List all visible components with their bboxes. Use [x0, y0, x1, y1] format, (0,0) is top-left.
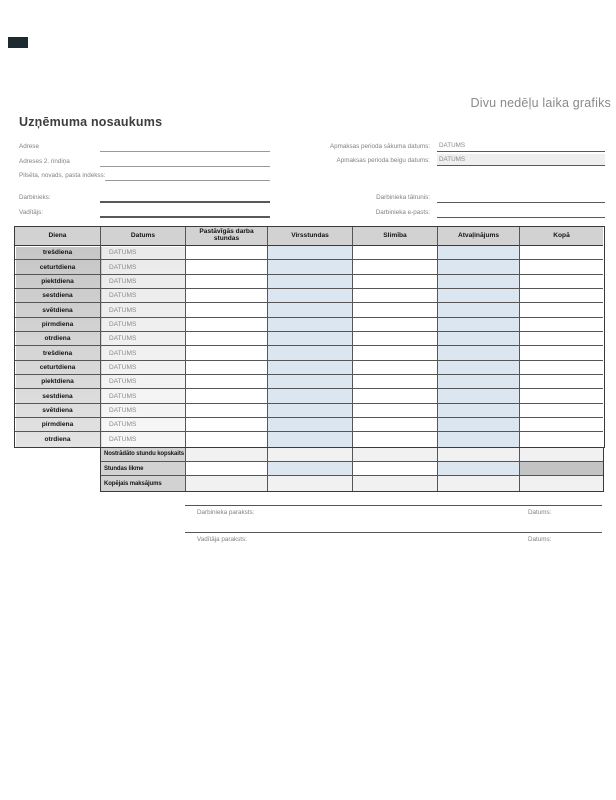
date-cell[interactable]: DATUMS: [101, 246, 186, 260]
period-end-label: Apmaksas perioda beigu datums:: [336, 156, 430, 164]
day-cell: otrdiena: [15, 332, 101, 346]
employee-signature-line[interactable]: [185, 505, 602, 506]
pay-sick-cell[interactable]: [353, 476, 438, 490]
sick-cell[interactable]: [353, 389, 438, 403]
regular-hours-cell[interactable]: [186, 275, 268, 289]
total-cell[interactable]: [520, 375, 603, 389]
total-hours-label: Nostrādāto stundu kopskaits: [101, 448, 186, 462]
total-cell[interactable]: [520, 318, 603, 332]
col-header-overtime: Virsstundas: [268, 227, 353, 246]
total-cell[interactable]: [520, 346, 603, 360]
email-field[interactable]: [437, 206, 605, 218]
sick-cell[interactable]: [353, 246, 438, 260]
date-cell[interactable]: DATUMS: [101, 361, 186, 375]
overtime-cell[interactable]: [268, 246, 353, 260]
vacation-cell[interactable]: [438, 346, 520, 360]
employee-label: Darbinieks:: [19, 193, 51, 201]
manager-label: Vadītājs:: [19, 208, 44, 216]
total-cell[interactable]: [520, 404, 603, 418]
form-row-period-start: [300, 140, 605, 152]
total-cell[interactable]: [520, 275, 603, 289]
col-header-date: Datums: [101, 227, 186, 246]
vacation-cell[interactable]: [438, 332, 520, 346]
regular-hours-cell[interactable]: [186, 389, 268, 403]
form-row-period-end: [300, 154, 605, 166]
regular-hours-cell[interactable]: [186, 260, 268, 274]
manager-signature-label: Vadītāja paraksts:: [197, 536, 247, 543]
form-row-address: [19, 141, 270, 152]
vacation-cell[interactable]: [438, 318, 520, 332]
total-cell[interactable]: [520, 389, 603, 403]
regular-hours-cell[interactable]: [186, 303, 268, 317]
overtime-cell[interactable]: [268, 418, 353, 432]
manager-signature-line[interactable]: [185, 532, 602, 533]
day-cell: trešdiena: [15, 246, 101, 260]
overtime-cell[interactable]: [268, 404, 353, 418]
email-label: Darbinieka e-pasts:: [375, 208, 430, 216]
day-cell: otrdiena: [15, 432, 101, 446]
total-cell[interactable]: [520, 332, 603, 346]
rate-overtime-cell[interactable]: [268, 462, 353, 476]
address-field[interactable]: [100, 140, 270, 152]
employee-field[interactable]: [100, 190, 270, 203]
period-start-label: Apmaksas perioda sākuma datums:: [329, 142, 430, 150]
phone-field[interactable]: [437, 191, 605, 203]
address2-field[interactable]: [100, 155, 270, 167]
overtime-cell[interactable]: [268, 361, 353, 375]
date-cell[interactable]: DATUMS: [101, 418, 186, 432]
period-start-field[interactable]: DATUMS: [437, 140, 605, 152]
sick-cell[interactable]: [353, 418, 438, 432]
date-cell[interactable]: DATUMS: [101, 404, 186, 418]
form-row-city: [19, 170, 270, 181]
employee-signature-date-label: Datums:: [528, 509, 552, 516]
date-cell[interactable]: DATUMS: [101, 432, 186, 446]
rate-regular-cell[interactable]: [186, 462, 268, 476]
timesheet-grid: [14, 226, 605, 448]
total-hours-total-cell[interactable]: [520, 448, 603, 462]
company-name: Uzņēmuma nosaukums: [19, 115, 163, 129]
day-cell: sestdiena: [15, 289, 101, 303]
regular-hours-cell[interactable]: [186, 404, 268, 418]
vacation-cell[interactable]: [438, 432, 520, 446]
pay-vacation-cell[interactable]: [438, 476, 520, 490]
overtime-cell[interactable]: [268, 318, 353, 332]
day-cell: ceturtdiena: [15, 361, 101, 375]
sick-cell[interactable]: [353, 260, 438, 274]
day-cell: trešdiena: [15, 346, 101, 360]
date-cell[interactable]: DATUMS: [101, 260, 186, 274]
date-cell[interactable]: DATUMS: [101, 318, 186, 332]
overtime-cell[interactable]: [268, 260, 353, 274]
day-cell: pirmdiena: [15, 318, 101, 332]
total-pay-label: Kopējais maksājums: [101, 476, 186, 490]
col-header-vacation: Atvaļinājums: [438, 227, 520, 246]
overtime-cell[interactable]: [268, 289, 353, 303]
sick-cell[interactable]: [353, 375, 438, 389]
manager-signature-date-label: Datums:: [528, 536, 552, 543]
total-hours-sick-cell[interactable]: [353, 448, 438, 462]
vacation-cell[interactable]: [438, 361, 520, 375]
rate-vacation-cell[interactable]: [438, 462, 520, 476]
total-cell[interactable]: [520, 260, 603, 274]
address-label: Adrese: [19, 142, 39, 150]
city-label: Pilsēta, novads, pasta indekss:: [19, 171, 106, 179]
sick-cell[interactable]: [353, 318, 438, 332]
regular-hours-cell[interactable]: [186, 346, 268, 360]
col-header-regular-hours: Pastāvīgās darba stundas: [186, 227, 268, 246]
day-cell: piektdiena: [15, 275, 101, 289]
regular-hours-cell[interactable]: [186, 332, 268, 346]
regular-hours-cell[interactable]: [186, 246, 268, 260]
rate-sick-cell[interactable]: [353, 462, 438, 476]
total-cell[interactable]: [520, 361, 603, 375]
overtime-cell[interactable]: [268, 275, 353, 289]
timesheet-table: [14, 226, 605, 492]
form-row-phone: [300, 191, 605, 203]
total-hours-vacation-cell[interactable]: [438, 448, 520, 462]
regular-hours-cell[interactable]: [186, 289, 268, 303]
vacation-cell[interactable]: [438, 418, 520, 432]
vacation-cell[interactable]: [438, 260, 520, 274]
employee-signature-label: Darbinieka paraksts:: [197, 509, 255, 516]
date-cell[interactable]: DATUMS: [101, 346, 186, 360]
date-cell[interactable]: DATUMS: [101, 275, 186, 289]
col-header-day: Diena: [15, 227, 101, 246]
rate-total-cell[interactable]: [520, 462, 603, 476]
pay-overtime-cell[interactable]: [268, 476, 353, 490]
total-cell[interactable]: [520, 303, 603, 317]
city-field[interactable]: [105, 169, 270, 181]
hourly-rate-label: Stundas likme: [101, 462, 186, 476]
pay-regular-cell[interactable]: [186, 476, 268, 490]
vacation-cell[interactable]: [438, 404, 520, 418]
pay-total-cell[interactable]: [520, 476, 603, 490]
document-title: Divu nedēļu laika grafiks: [470, 96, 611, 110]
corner-mark: [8, 37, 28, 48]
col-header-total: Kopā: [520, 227, 603, 246]
total-cell[interactable]: [520, 432, 603, 446]
date-cell[interactable]: DATUMS: [101, 303, 186, 317]
vacation-cell[interactable]: [438, 303, 520, 317]
regular-hours-cell[interactable]: [186, 375, 268, 389]
sick-cell[interactable]: [353, 303, 438, 317]
regular-hours-cell[interactable]: [186, 361, 268, 375]
date-cell[interactable]: DATUMS: [101, 332, 186, 346]
total-cell[interactable]: [520, 246, 603, 260]
sick-cell[interactable]: [353, 432, 438, 446]
vacation-cell[interactable]: [438, 389, 520, 403]
form-row-employee: [19, 192, 270, 203]
date-cell[interactable]: DATUMS: [101, 375, 186, 389]
vacation-cell[interactable]: [438, 375, 520, 389]
sick-cell[interactable]: [353, 361, 438, 375]
sick-cell[interactable]: [353, 332, 438, 346]
sick-cell[interactable]: [353, 289, 438, 303]
overtime-cell[interactable]: [268, 346, 353, 360]
date-cell[interactable]: DATUMS: [101, 289, 186, 303]
day-cell: pirmdiena: [15, 418, 101, 432]
overtime-cell[interactable]: [268, 332, 353, 346]
manager-field[interactable]: [100, 205, 270, 218]
overtime-cell[interactable]: [268, 303, 353, 317]
total-cell[interactable]: [520, 289, 603, 303]
summary-section: [100, 448, 604, 492]
vacation-cell[interactable]: [438, 246, 520, 260]
day-cell: piektdiena: [15, 375, 101, 389]
regular-hours-cell[interactable]: [186, 418, 268, 432]
overtime-cell[interactable]: [268, 389, 353, 403]
day-cell: sestdiena: [15, 389, 101, 403]
regular-hours-cell[interactable]: [186, 432, 268, 446]
overtime-cell[interactable]: [268, 375, 353, 389]
col-header-sick: Slimība: [353, 227, 438, 246]
day-cell: svētdiena: [15, 404, 101, 418]
vacation-cell[interactable]: [438, 289, 520, 303]
total-hours-regular-cell[interactable]: [186, 448, 268, 462]
sick-cell[interactable]: [353, 346, 438, 360]
form-row-email: [300, 206, 605, 218]
form-row-manager: [19, 207, 270, 218]
total-cell[interactable]: [520, 418, 603, 432]
date-cell[interactable]: DATUMS: [101, 389, 186, 403]
overtime-cell[interactable]: [268, 432, 353, 446]
period-end-field[interactable]: DATUMS: [437, 154, 605, 166]
day-cell: ceturtdiena: [15, 260, 101, 274]
sick-cell[interactable]: [353, 275, 438, 289]
sick-cell[interactable]: [353, 404, 438, 418]
address2-label: Adreses 2. rindiņa: [19, 157, 70, 165]
vacation-cell[interactable]: [438, 275, 520, 289]
form-row-address2: [19, 156, 270, 167]
day-cell: svētdiena: [15, 303, 101, 317]
total-hours-overtime-cell[interactable]: [268, 448, 353, 462]
regular-hours-cell[interactable]: [186, 318, 268, 332]
phone-label: Darbinieka tālrunis:: [376, 193, 430, 201]
